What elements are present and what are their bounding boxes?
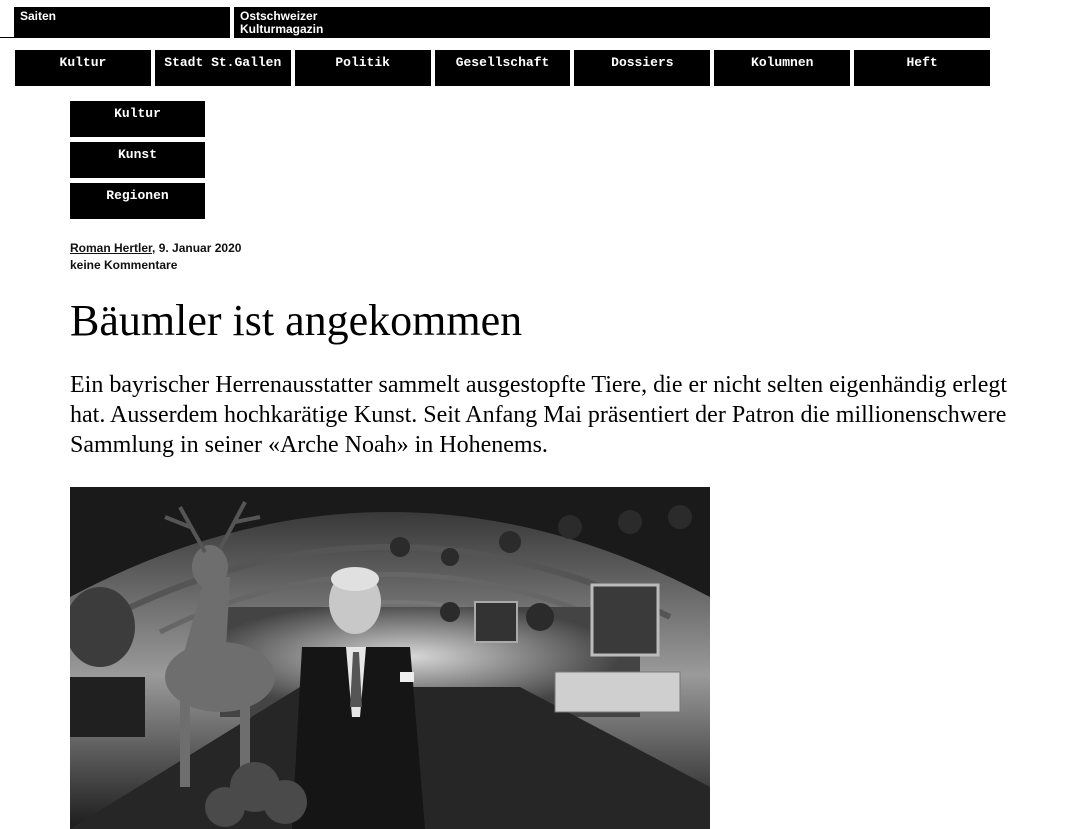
brand-name: Saiten [20,9,57,23]
brand-subtitle-line2: Kulturmagazin [240,22,324,36]
nav-item-label: Gesellschaft [455,55,550,70]
article-date: , 9. Januar 2020 [152,241,242,255]
comment-count[interactable]: keine Kommentare [70,258,178,272]
nav-item-dossiers[interactable] [574,50,710,86]
nav-item-politik[interactable] [295,50,431,86]
nav-item-kultur[interactable] [15,50,151,86]
tag-label: Kultur [114,106,161,121]
article-title: Bäumler ist angekommen [70,296,523,345]
tag-kultur[interactable] [70,101,205,137]
brand-logo-saiten[interactable] [14,7,230,38]
nav-item-label: Kolumnen [751,55,814,70]
nav-item-kolumnen[interactable] [714,50,850,86]
tag-label: Regionen [106,188,169,203]
brand-subtitle-line1: Ostschweizer [240,9,318,23]
photo-illustration [70,487,710,829]
tag-kunst[interactable] [70,142,205,178]
article-meta [70,240,241,274]
tag-label: Kunst [117,147,157,162]
nav-item-label: Kultur [59,55,107,70]
nav-item-gesellschaft[interactable] [435,50,571,86]
nav-item-label: Politik [335,55,390,70]
tag-regionen[interactable] [70,183,205,219]
byline [70,240,241,257]
author-link[interactable]: Roman Hertler [70,241,153,255]
article-photo [70,487,710,829]
nav-item-stadt-stgallen[interactable] [155,50,291,86]
header-divider [0,37,14,38]
nav-item-heft[interactable] [854,50,990,86]
nav-item-label: Stadt St.Gallen [164,55,282,70]
brand-subtitle-block[interactable] [234,7,990,38]
nav-item-label: Dossiers [611,55,674,70]
nav-item-label: Heft [906,55,938,70]
main-nav [15,50,990,86]
article-lead: Ein bayrischer Herrenausstatter sammelt ausgestopfte Tiere, die er nicht selten eigenhändig erlegt hat. Ausserdem hochkarätige Kunst. Seit Anfang Mai präsentiert der Patron die millionenschwere Sammlung in seiner «Arche Noah» in Hohenems. [70,372,1008,458]
